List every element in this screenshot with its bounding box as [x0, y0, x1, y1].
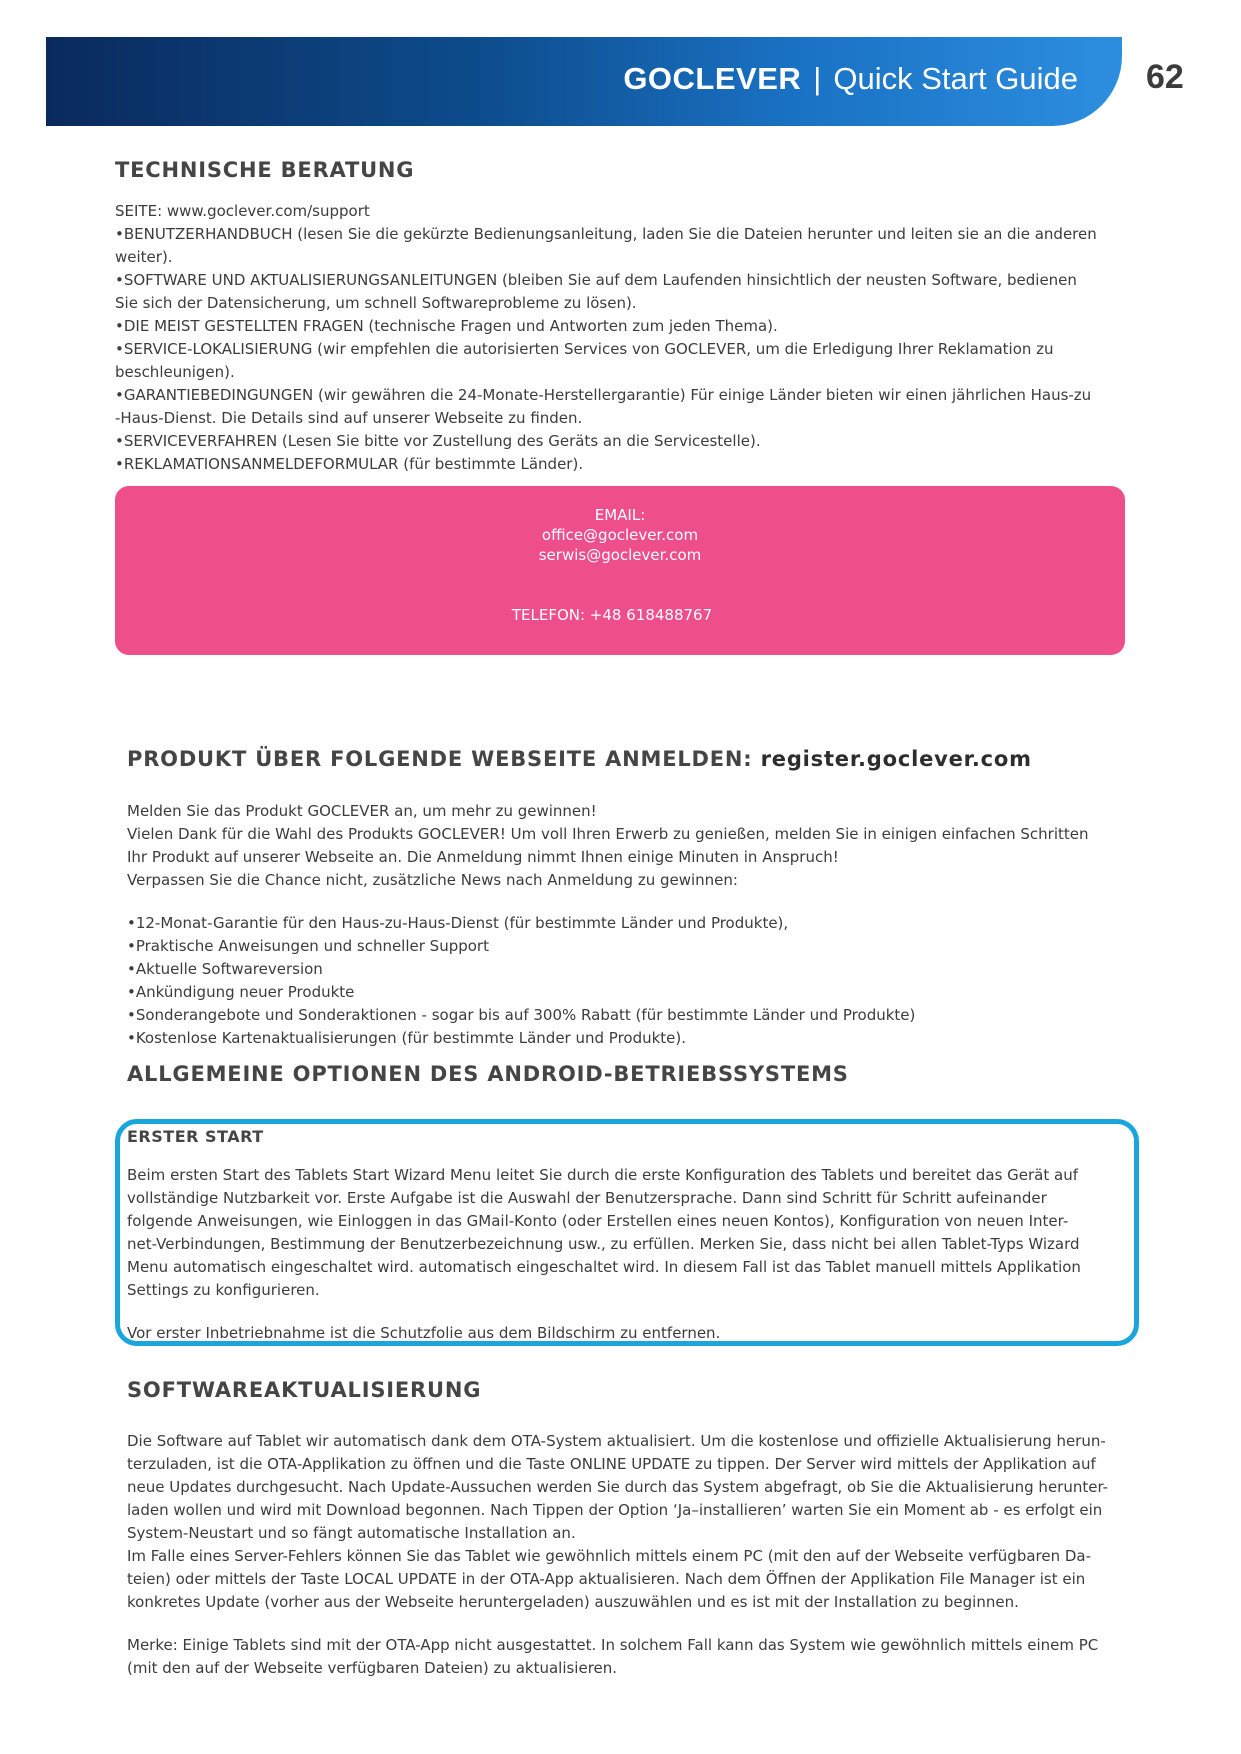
brand-title: [623, 61, 1078, 97]
technical-support-text: [115, 200, 1135, 476]
registration-heading: [127, 747, 1032, 771]
spacer: [127, 1614, 1147, 1634]
note-line: Merke: Einige Tablets sind mit der OTA-App nicht ausgestattet. In solchem Fall kann das System wie gewöhnlich mittels einem PC: [127, 1636, 1099, 1654]
text-line: teien) oder mittels der Taste LOCAL UPDATE in der OTA-App aktualisieren. Nach dem Öffnen der Applikation File Manager ist ein: [127, 1570, 1086, 1588]
text-line: vollständige Nutzbarkeit vor. Erste Aufgabe ist die Auswahl der Benutzersprache. Dann sind Schritt für Schritt aufeinander: [127, 1189, 1047, 1207]
text-line: laden wollen und wird mit Download begonnen. Nach Tippen der Option ‘Ja–installieren’ warten Sie ein Moment ab - es erfolgt ein: [127, 1501, 1103, 1519]
spacer: [127, 1302, 1130, 1322]
text-line: •BENUTZERHANDBUCH (lesen Sie die gekürzte Bedienungsanleitung, laden Sie die Dateien herunter und leiten sie an die anderen: [115, 225, 1097, 243]
benefit-item: •Praktische Anweisungen und schneller Support: [127, 937, 489, 955]
benefit-item: •12-Monat-Garantie für den Haus-zu-Haus-Dienst (für bestimmte Länder und Produkte),: [127, 914, 789, 932]
text-line: Im Falle eines Server-Fehlers können Sie das Tablet wie gewöhnlich mittels einem PC (mit den auf der Webseite verfügbaren Da-: [127, 1547, 1092, 1565]
support-page-line: SEITE: www.goclever.com/support: [115, 202, 370, 220]
benefit-item: •Kostenlose Kartenaktualisierungen (für bestimmte Länder und Produkte).: [127, 1029, 687, 1047]
text-line: •DIE MEIST GESTELLTEN FRAGEN (technische Fragen und Antworten zum jeden Thema).: [115, 317, 778, 335]
email-label: EMAIL:: [594, 506, 646, 524]
text-line: •SOFTWARE UND AKTUALISIERUNGSANLEITUNGEN (bleiben Sie auf dem Laufenden hinsichtlich der neusten Software, bedienen: [115, 271, 1077, 289]
text-line: Melden Sie das Produkt GOCLEVER an, um mehr zu gewinnen!: [127, 802, 597, 820]
text-line: Menu automatisch eingeschaltet wird. automatisch eingeschaltet wird. In diesem Fall ist das Tablet manuell mittels Applikation: [127, 1258, 1081, 1276]
android-options-heading: ALLGEMEINE OPTIONEN DES ANDROID-BETRIEBSSYSTEMS: [127, 1062, 849, 1086]
protective-film-note: Vor erster Inbetriebnahme ist die Schutzfolie aus dem Bildschirm zu entfernen.: [127, 1324, 721, 1342]
text-line: -Haus-Dienst. Die Details sind auf unserer Webseite zu finden.: [115, 409, 583, 427]
registration-url-link[interactable]: register.goclever.com: [760, 747, 1032, 771]
text-line: System-Neustart und so fängt automatische Installation an.: [127, 1524, 576, 1542]
text-line: Sie sich der Datensicherung, um schnell Softwareprobleme zu lösen).: [115, 294, 637, 312]
text-line: Verpassen Sie die Chance nicht, zusätzliche News nach Anmeldung zu gewinnen:: [127, 871, 738, 889]
benefit-item: •Sonderangebote und Sonderaktionen - sogar bis auf 300% Rabatt (für bestimmte Länder und Produkte): [127, 1006, 916, 1024]
technical-support-heading: TECHNISCHE BERATUNG: [115, 158, 415, 182]
email-service-link[interactable]: serwis@goclever.com: [538, 546, 702, 564]
text-line: Beim ersten Start des Tablets Start Wizard Menu leitet Sie durch die erste Konfiguration des Tablets und bereitet das Gerät auf: [127, 1166, 1078, 1184]
text-line: •SERVICEVERFAHREN (Lesen Sie bitte vor Zustellung des Geräts an die Servicestelle).: [115, 432, 761, 450]
first-start-heading: ERSTER START: [127, 1127, 264, 1146]
benefit-item: •Aktuelle Softwareversion: [127, 960, 323, 978]
text-line: folgende Anweisungen, wie Einloggen in das GMail-Konto (oder Erstellen eines neuen Kontos), Konfiguration von neuen Inter-: [127, 1212, 1069, 1230]
brand-name: GOCLEVER: [623, 61, 802, 96]
text-line: net-Verbindungen, Bestimmung der Benutzerbezeichnung usw., zu erfüllen. Merken Sie, dass nicht bei allen Tablet-Typs Wizard: [127, 1235, 1080, 1253]
registration-text: [127, 800, 1137, 1050]
registration-title: PRODUKT ÜBER FOLGENDE WEBSEITE ANMELDEN:: [127, 747, 753, 771]
contact-box: [115, 486, 1125, 655]
text-line: Settings zu konfigurieren.: [127, 1281, 320, 1299]
text-line: Vielen Dank für die Wahl des Produkts GOCLEVER! Um voll Ihren Erwerb zu genießen, melden Sie in einigen einfachen Schritten: [127, 825, 1089, 843]
benefit-item: •Ankündigung neuer Produkte: [127, 983, 355, 1001]
note-line: (mit den auf der Webseite verfügbaren Dateien) zu aktualisieren.: [127, 1659, 618, 1677]
software-update-text: [127, 1430, 1147, 1680]
email-office-link[interactable]: office@goclever.com: [541, 526, 699, 544]
software-update-heading: SOFTWAREAKTUALISIERUNG: [127, 1378, 482, 1402]
text-line: terzuladen, ist die OTA-Applikation zu öffnen und die Taste ONLINE UPDATE zu tippen. Der Server wird mittels der Applikation auf: [127, 1455, 1096, 1473]
text-line: konkretes Update (vorher aus der Webseite heruntergeladen) auszuwählen und es ist mit der Installation zu beginnen.: [127, 1593, 1019, 1611]
spacer: [127, 892, 1137, 912]
text-line: weiter).: [115, 248, 173, 266]
phone-number: TELEFON: +48 618488767: [511, 606, 713, 624]
guide-title: Quick Start Guide: [833, 61, 1078, 96]
text-line: •SERVICE-LOKALISIERUNG (wir empfehlen die autorisierten Services von GOCLEVER, um die Erledigung Ihrer Reklamation zu: [115, 340, 1054, 358]
text-line: Die Software auf Tablet wir automatisch dank dem OTA-System aktualisiert. Um die kostenlose und offizielle Aktualisierung herun-: [127, 1432, 1106, 1450]
text-line: •REKLAMATIONSANMELDEFORMULAR (für bestimmte Länder).: [115, 455, 584, 473]
text-line: •GARANTIEBEDINGUNGEN (wir gewähren die 24-Monate-Herstellergarantie) Für einige Länder bieten wir einen jährlichen Haus-zu: [115, 386, 1092, 404]
first-start-text: [127, 1164, 1130, 1345]
brand-separator: |: [813, 61, 822, 96]
text-line: Ihr Produkt auf unserer Webseite an. Die Anmeldung nimmt Ihnen einige Minuten in Anspruch!: [127, 848, 839, 866]
header-banner: [46, 37, 1122, 126]
text-line: neue Updates durchgesucht. Nach Update-Aussuchen werden Sie durch das System abgefragt, ob Sie die Aktualisierung herunter-: [127, 1478, 1109, 1496]
page-number: 62: [1146, 58, 1184, 96]
text-line: beschleunigen).: [115, 363, 235, 381]
